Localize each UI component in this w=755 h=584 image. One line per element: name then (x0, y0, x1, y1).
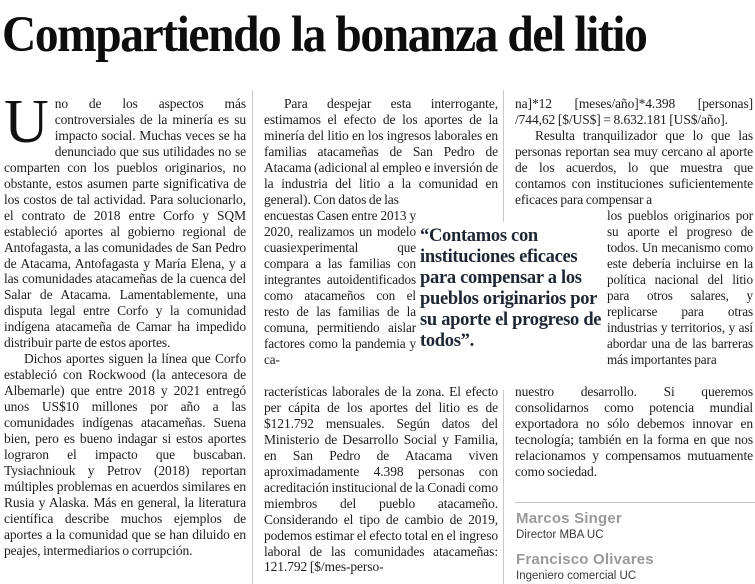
author-name: Marcos Singer (516, 510, 622, 527)
paragraph: Dichos aportes siguen la línea que Corfo estableció con Rockwood (la antecesora de Albemarle) que entre 2018 y 2021 entregó unos US$10 millones por año a las comunidades indígenas atacameñas. Suena bien, pero es bueno indagar si estos aportes lograron el impacto que buscaban. Tysiachniouk y Petrov (2018) reportan múltiples problemas en acuerdos similares en Rusia y Alaska. Más en general, la literatura científica describe muchos ejemplos de aportes a la comunidad que se han diluido en peajes, intermediarios o corrupción. (4, 351, 246, 558)
paragraph: Para despejar esta interrogante, estimamos el efecto de los aportes de la minería del litio en los ingresos laborales en familias atacameñas de San Pedro de Atacama (adicional al empleo e inversión de la industria del litio a la comunidad en general). Con datos de las (264, 96, 498, 207)
paragraph: racterísticas laborales de la zona. El efecto per cápita de los aportes del litio es de $121.792 mensuales. Según datos del Ministerio de Desarrollo Social y Familia, en San Pedro de Atacama viven aproximadamente 4.398 personas con acreditación institucional de la Conadi como miembros del pueblo atacameño. Considerando el tipo de cambio de 2019, podemos estimar el efecto total en el ingreso laboral de las comunidades atacameñas: 121.792 [$/mes-perso- (264, 384, 498, 575)
column-divider-1 (252, 90, 253, 584)
column-divider-2-top (503, 90, 504, 222)
column-3-top (515, 96, 753, 208)
authors-block (516, 510, 754, 584)
column-1 (4, 96, 246, 578)
column-3 (515, 96, 753, 496)
paragraph-lead-text: no de los aspectos más controversiales de la minería es su impacto social. Muchas veces se ha denunciado que sus utilidades no se comparten con los pueblos originarios, no obstante, estos asumen parte significativa de los costos de tal actividad. Para solucionarlo, el contrato de 2018 entre Corfo y SQM estableció aportes al gobierno regional de Antofagasta, a las comunidades de San Pedro de Atacama, Antofagasta y María Elena, y a las comunidades atacameñas de la cuenca del Salar de Atacama. Lamentablemente, una disputa legal entre Corfo y la comunidad indígena atacameña de Camar ha impedido distribuir parte de estos aportes. (4, 96, 246, 351)
drop-cap: U (4, 96, 49, 156)
paragraph: Resulta tranquilizador que lo que las personas reportan sea muy cercano al aporte de los acuerdos, lo que muestra que contamos con instituciones suficientemente eficaces para compensar a (515, 127, 753, 207)
paragraph-wrapped-beside-quote: los pueblos originarios por su aporte el progreso de todos. Un mecanismo como este debería incluirse en la política nacional del litio para otros salares, y replicarse para otras industrias y territorios, y así abordar una de las barreras más importantes para (607, 208, 753, 367)
author-name: Francisco Olivares (516, 551, 654, 568)
author (516, 551, 754, 583)
paragraph: nuestro desarrollo. Si queremos consolidarnos como potencia mundial exportadora no sólo debemos innovar en tecnología; también en la forma en que nos relacionamos y compensamos mutuamente como sociedad. (515, 384, 753, 479)
author-title: Ingeniero comercial UC (516, 570, 637, 582)
pull-quote: “Contamos con instituciones eficaces para compensar a los pueblos originarios por su aporte el progreso de todos”. (420, 226, 602, 351)
authors-divider (515, 502, 755, 503)
author (516, 510, 754, 542)
column-divider-2-bottom (503, 390, 504, 584)
author-title: Director MBA UC (516, 529, 604, 541)
paragraph-wrapped-beside-quote: encuestas Casen entre 2013 y 2020, realizamos un modelo cuasiexperimental que compara a las familias con integrantes autoidentificados como atacameños con el resto de las familias de la comuna, permitiendo aislar factores como la pandemia y ca- (264, 208, 416, 367)
article-headline: Compartiendo la bonanza del litio (2, 7, 647, 63)
formula-text: na]*12 [meses/año]*4.398 [personas] /744,62 [$/US$] = 8.632.181 [US$/año]. (515, 96, 753, 127)
paragraph-lead (4, 96, 246, 351)
